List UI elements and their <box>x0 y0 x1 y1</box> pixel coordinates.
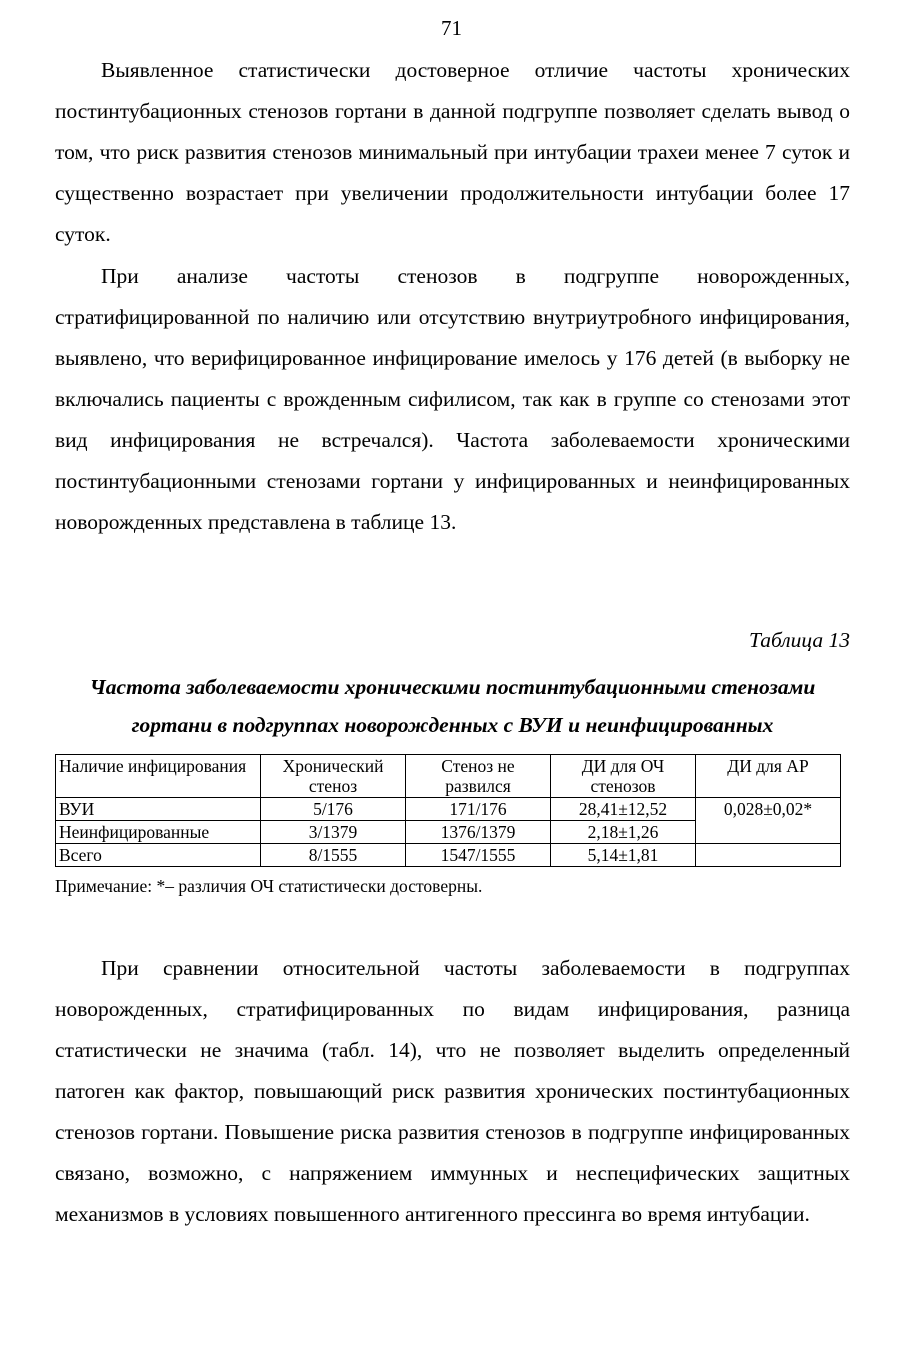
cell-group: Неинфицированные <box>56 821 261 844</box>
table-row <box>56 798 841 821</box>
header-infection: Наличие инфицирования <box>56 755 261 798</box>
cell-group: Всего <box>56 844 261 867</box>
paragraph-3: При сравнении относительной частоты заболеваемости в подгруппах новорожденных, стратифицированных по видам инфицирования, разница статистически не значима (табл. 14), что не позволяет выделить определенный патоген как фактор, повышающий риск развития хронических постинтубационных стенозов гортани. Повышение риска развития стенозов в подгруппе инфицированных связано, возможно, с напряжением иммунных и неспецифических защитных механизмов в условиях повышенного антигенного прессинга во время интубации. <box>55 956 850 1226</box>
table-note: Примечание: *– различия ОЧ статистически достоверны. <box>55 876 483 896</box>
cell-chronic: 5/176 <box>261 798 406 821</box>
table-row <box>56 844 841 867</box>
paragraph-2: При анализе частоты стенозов в подгруппе новорожденных, стратифицированной по наличию или отсутствию внутриутробного инфицирования, выявлено, что верифицированное инфицирование имелось у 176 детей (в выборку не включались пациенты с врожденным сифилисом, так как в группе со стенозами этот вид инфицирования не встречался). Частота заболеваемости хроническими постинтубационными стенозами гортани у инфицированных и неинфицированных новорожденных представлена в таблице 13. <box>55 264 850 534</box>
table-header-row <box>56 755 841 798</box>
table-title-line-1: Частота заболеваемости хроническими постинтубационными стенозами <box>89 675 816 699</box>
header-ci-rf: ДИ для ОЧ стенозов <box>551 755 696 798</box>
cell-empty <box>696 844 841 867</box>
header-ci-ar: ДИ для АР <box>696 755 841 798</box>
cell-chronic: 8/1555 <box>261 844 406 867</box>
header-chronic-stenosis: Хронический стеноз <box>261 755 406 798</box>
header-no-stenosis: Стеноз не развился <box>406 755 551 798</box>
cell-ci-rf: 2,18±1,26 <box>551 821 696 844</box>
table-title-line-2: гортани в подгруппах новорожденных с ВУИ и неинфицированных <box>131 713 774 737</box>
cell-ci-rf: 28,41±12,52 <box>551 798 696 821</box>
data-table <box>55 754 841 867</box>
page-number: 71 <box>441 16 462 40</box>
cell-group: ВУИ <box>56 798 261 821</box>
paragraph-1: Выявленное статистически достоверное отличие частоты хронических постинтубационных стенозов гортани в данной подгруппе позволяет сделать вывод о том, что риск развития стенозов минимальный при интубации трахеи менее 7 суток и существенно возрастает при увеличении продолжительности интубации более 17 суток. <box>55 58 850 246</box>
cell-no-stenosis: 171/176 <box>406 798 551 821</box>
cell-ci-rf: 5,14±1,81 <box>551 844 696 867</box>
cell-no-stenosis: 1376/1379 <box>406 821 551 844</box>
table-label: Таблица 13 <box>749 628 850 652</box>
cell-ci-ar: 0,028±0,02* <box>696 798 841 844</box>
cell-chronic: 3/1379 <box>261 821 406 844</box>
cell-no-stenosis: 1547/1555 <box>406 844 551 867</box>
table-title <box>55 668 850 744</box>
